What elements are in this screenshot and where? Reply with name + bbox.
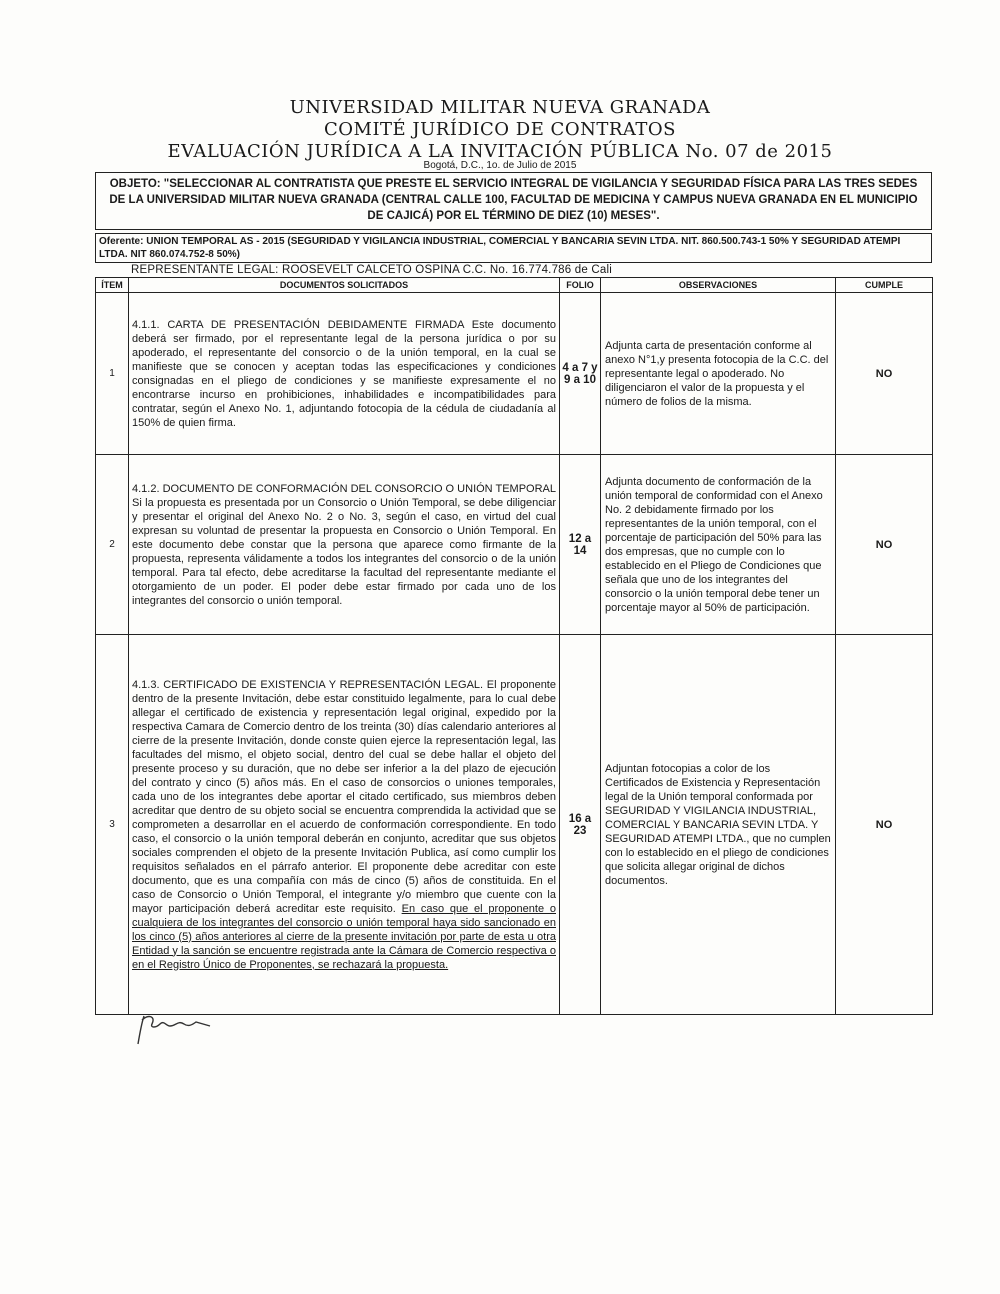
- row-observations: Adjunta documento de conformación de la unión temporal de conformidad con el Anexo No. 2 debidamente firmado por los representantes de la unión temporal, con el porcentaje de participación del 50% para las dos empresas, que no cumple con lo establecido en el Pliego de Condiciones que señala que uno de los integrantes del consorcio o la unión temporal debe tener un porcentaje mayor al 50% de participación.: [601, 455, 836, 635]
- row-document: 4.1.2. DOCUMENTO DE CONFORMACIÓN DEL CONSORCIO O UNIÓN TEMPORAL Si la propuesta es presentada por un Consorcio o Unión Temporal, se debe diligenciar y presentar el original del Anexo No. 2 o No. 3, según el caso, en virtud del cual expresan su voluntad de presentar la propuesta en Consorcio o Unión Temporal. En este documento debe constar que la persona que aparece como firmante de la propuesta, representa válidamente a todos los integrantes del consorcio o de la unión temporal. Para tal efecto, debe acreditarse la facultad del representante mediante el otorgamiento de un poder. El poder debe estar firmado por cada uno de los integrantes del consorcio o unión temporal.: [129, 455, 560, 635]
- column-header-folio: FOLIO: [560, 278, 601, 293]
- handwritten-signature: [130, 1010, 250, 1050]
- evaluation-table: [95, 277, 933, 1015]
- row-cumple: NO: [836, 455, 933, 635]
- row-folio: 16 a 23: [560, 635, 601, 1015]
- row-cumple: NO: [836, 293, 933, 455]
- row-cumple: NO: [836, 635, 933, 1015]
- row-document-cell: [129, 635, 560, 1015]
- row-item: 2: [96, 455, 129, 635]
- row-item: 3: [96, 635, 129, 1015]
- column-header-cumple: CUMPLE: [836, 278, 933, 293]
- document-date: Bogotá, D.C., 1o. de Julio de 2015: [423, 160, 577, 171]
- table-row: [96, 293, 933, 455]
- university-title: UNIVERSIDAD MILITAR NUEVA GRANADA: [289, 97, 711, 118]
- evaluation-title: EVALUACIÓN JURÍDICA A LA INVITACIÓN PÚBLICA No. 07 de 2015: [167, 141, 833, 162]
- row-item: 1: [96, 293, 129, 455]
- legal-representative: REPRESENTANTE LEGAL: ROOSEVELT CALCETO OSPINA C.C. No. 16.774.786 de Cali: [128, 263, 836, 278]
- row-document: 4.1.1. CARTA DE PRESENTACIÓN DEBIDAMENTE FIRMADA Este documento deberá ser firmado, por el representante legal de la persona jurídica o por su apoderado, el representante del consorcio o de la unión temporal, en la cual se manifieste que se conocen y aceptan todas las especificaciones y condiciones consignadas en el pliego de condiciones y se manifieste expresamente el no encontrarse incurso en prohibiciones, inhabilidades e incompatibilidades para contratar, según el Anexo No. 1, adjuntando fotocopia de la cédula de ciudadanía al 150% de quien firma.: [129, 293, 560, 455]
- row-observations: Adjunta carta de presentación conforme al anexo N°1,y presenta fotocopia de la C.C. del representante legal o apoderado. No diligenciaron el valor de la propuesta y el número de folios de la misma.: [601, 293, 836, 455]
- table-row: [96, 455, 933, 635]
- column-header-item: ÍTEM: [96, 278, 129, 293]
- table-header-row: [96, 278, 933, 293]
- row-observations: Adjuntan fotocopias a color de los Certificados de Existencia y Representación legal de la Unión temporal conformada por SEGURIDAD Y VIGILANCIA INDUSTRIAL, COMERCIAL Y BANCARIA SEVIN LTDA. Y SEGURIDAD ATEMPI LTDA., que no cumplen con lo establecido en el pliego de condiciones que solicita allegar original de dichos documentos.: [601, 635, 836, 1015]
- row-document: 4.1.3. CERTIFICADO DE EXISTENCIA Y REPRESENTACIÓN LEGAL. El proponente dentro de la presente Invitación, debe estar constituido legalmente, para lo cual debe allegar el certificado de existencia y representación legal original, expedido por la respectiva Camara de Comercio dentro de los treinta (30) días calendario anteriores al cierre de la presente Invitación, donde conste quien ejerce la representación legal, las facultades del mismo, el objeto social, dentro del cual se debe hallar el objeto del presente proceso y su duración, que no debe ser inferior a la del plazo de ejecución del contrato y cinco (5) años más. En el caso de consorcios o uniones temporales, cada uno de los integrantes debe aportar el citado certificado, sus miembros deben acreditar que dentro de su objeto social se encuentra comprendida la actividad que se comprometen a desarrollar en el acuerdo de conformación correspondiente. En todo caso, el consorcio o la unión temporal deberán en conjunto, acreditar que sus objetos sociales comprenden el objeto de la presente Invitación Publica, así como cumplir los requisitos señalados en el párrafo anterior. El proponente debe acreditar con este documento, que es una compañía con más de cinco (5) años de constituida. En el caso de Consorcio o Unión Temporal, el integrante y/o miembro que cuente con la mayor participación deberá acreditar este requisito.: [132, 678, 556, 915]
- oferente-box: Oferente: UNION TEMPORAL AS - 2015 (SEGURIDAD Y VIGILANCIA INDUSTRIAL, COMERCIAL Y BANCARIA SEVIN LTDA. NIT. 860.500.743-1 50% Y SEGURIDAD ATEMPI LTDA. NIT 860.074.752-8 50%): [95, 233, 932, 263]
- column-header-observations: OBSERVACIONES: [601, 278, 836, 293]
- column-header-documents: DOCUMENTOS SOLICITADOS: [129, 278, 560, 293]
- row-document-underlined: En caso que el proponente o cualquiera de los integrantes del consorcio o unión temporal haya sido sancionado en los cinco (5) años anteriores al cierre de la presente invitación por parte de esta u otra Entidad y la sanción se encuentre registrada ante la Cámara de Comercio respectiva o en el Registro Único de Proponentes, se rechazará la propuesta.: [132, 902, 556, 971]
- committee-title: COMITÉ JURÍDICO DE CONTRATOS: [323, 119, 677, 140]
- row-folio: 4 a 7 y 9 a 10: [560, 293, 601, 455]
- table-row: [96, 635, 933, 1015]
- objeto-box: OBJETO: "SELECCIONAR AL CONTRATISTA QUE PRESTE EL SERVICIO INTEGRAL DE VIGILANCIA Y SEGURIDAD FÍSICA PARA LAS TRES SEDES DE LA UNIVERSIDAD MILITAR NUEVA GRANADA (CENTRAL CALLE 100, FACULTAD DE MEDICINA Y CAMPUS NUEVA GRANADA EN EL MUNICIPIO DE CAJICÁ) POR EL TÉRMINO DE DIEZ (10) MESES".: [95, 172, 932, 230]
- row-folio: 12 a 14: [560, 455, 601, 635]
